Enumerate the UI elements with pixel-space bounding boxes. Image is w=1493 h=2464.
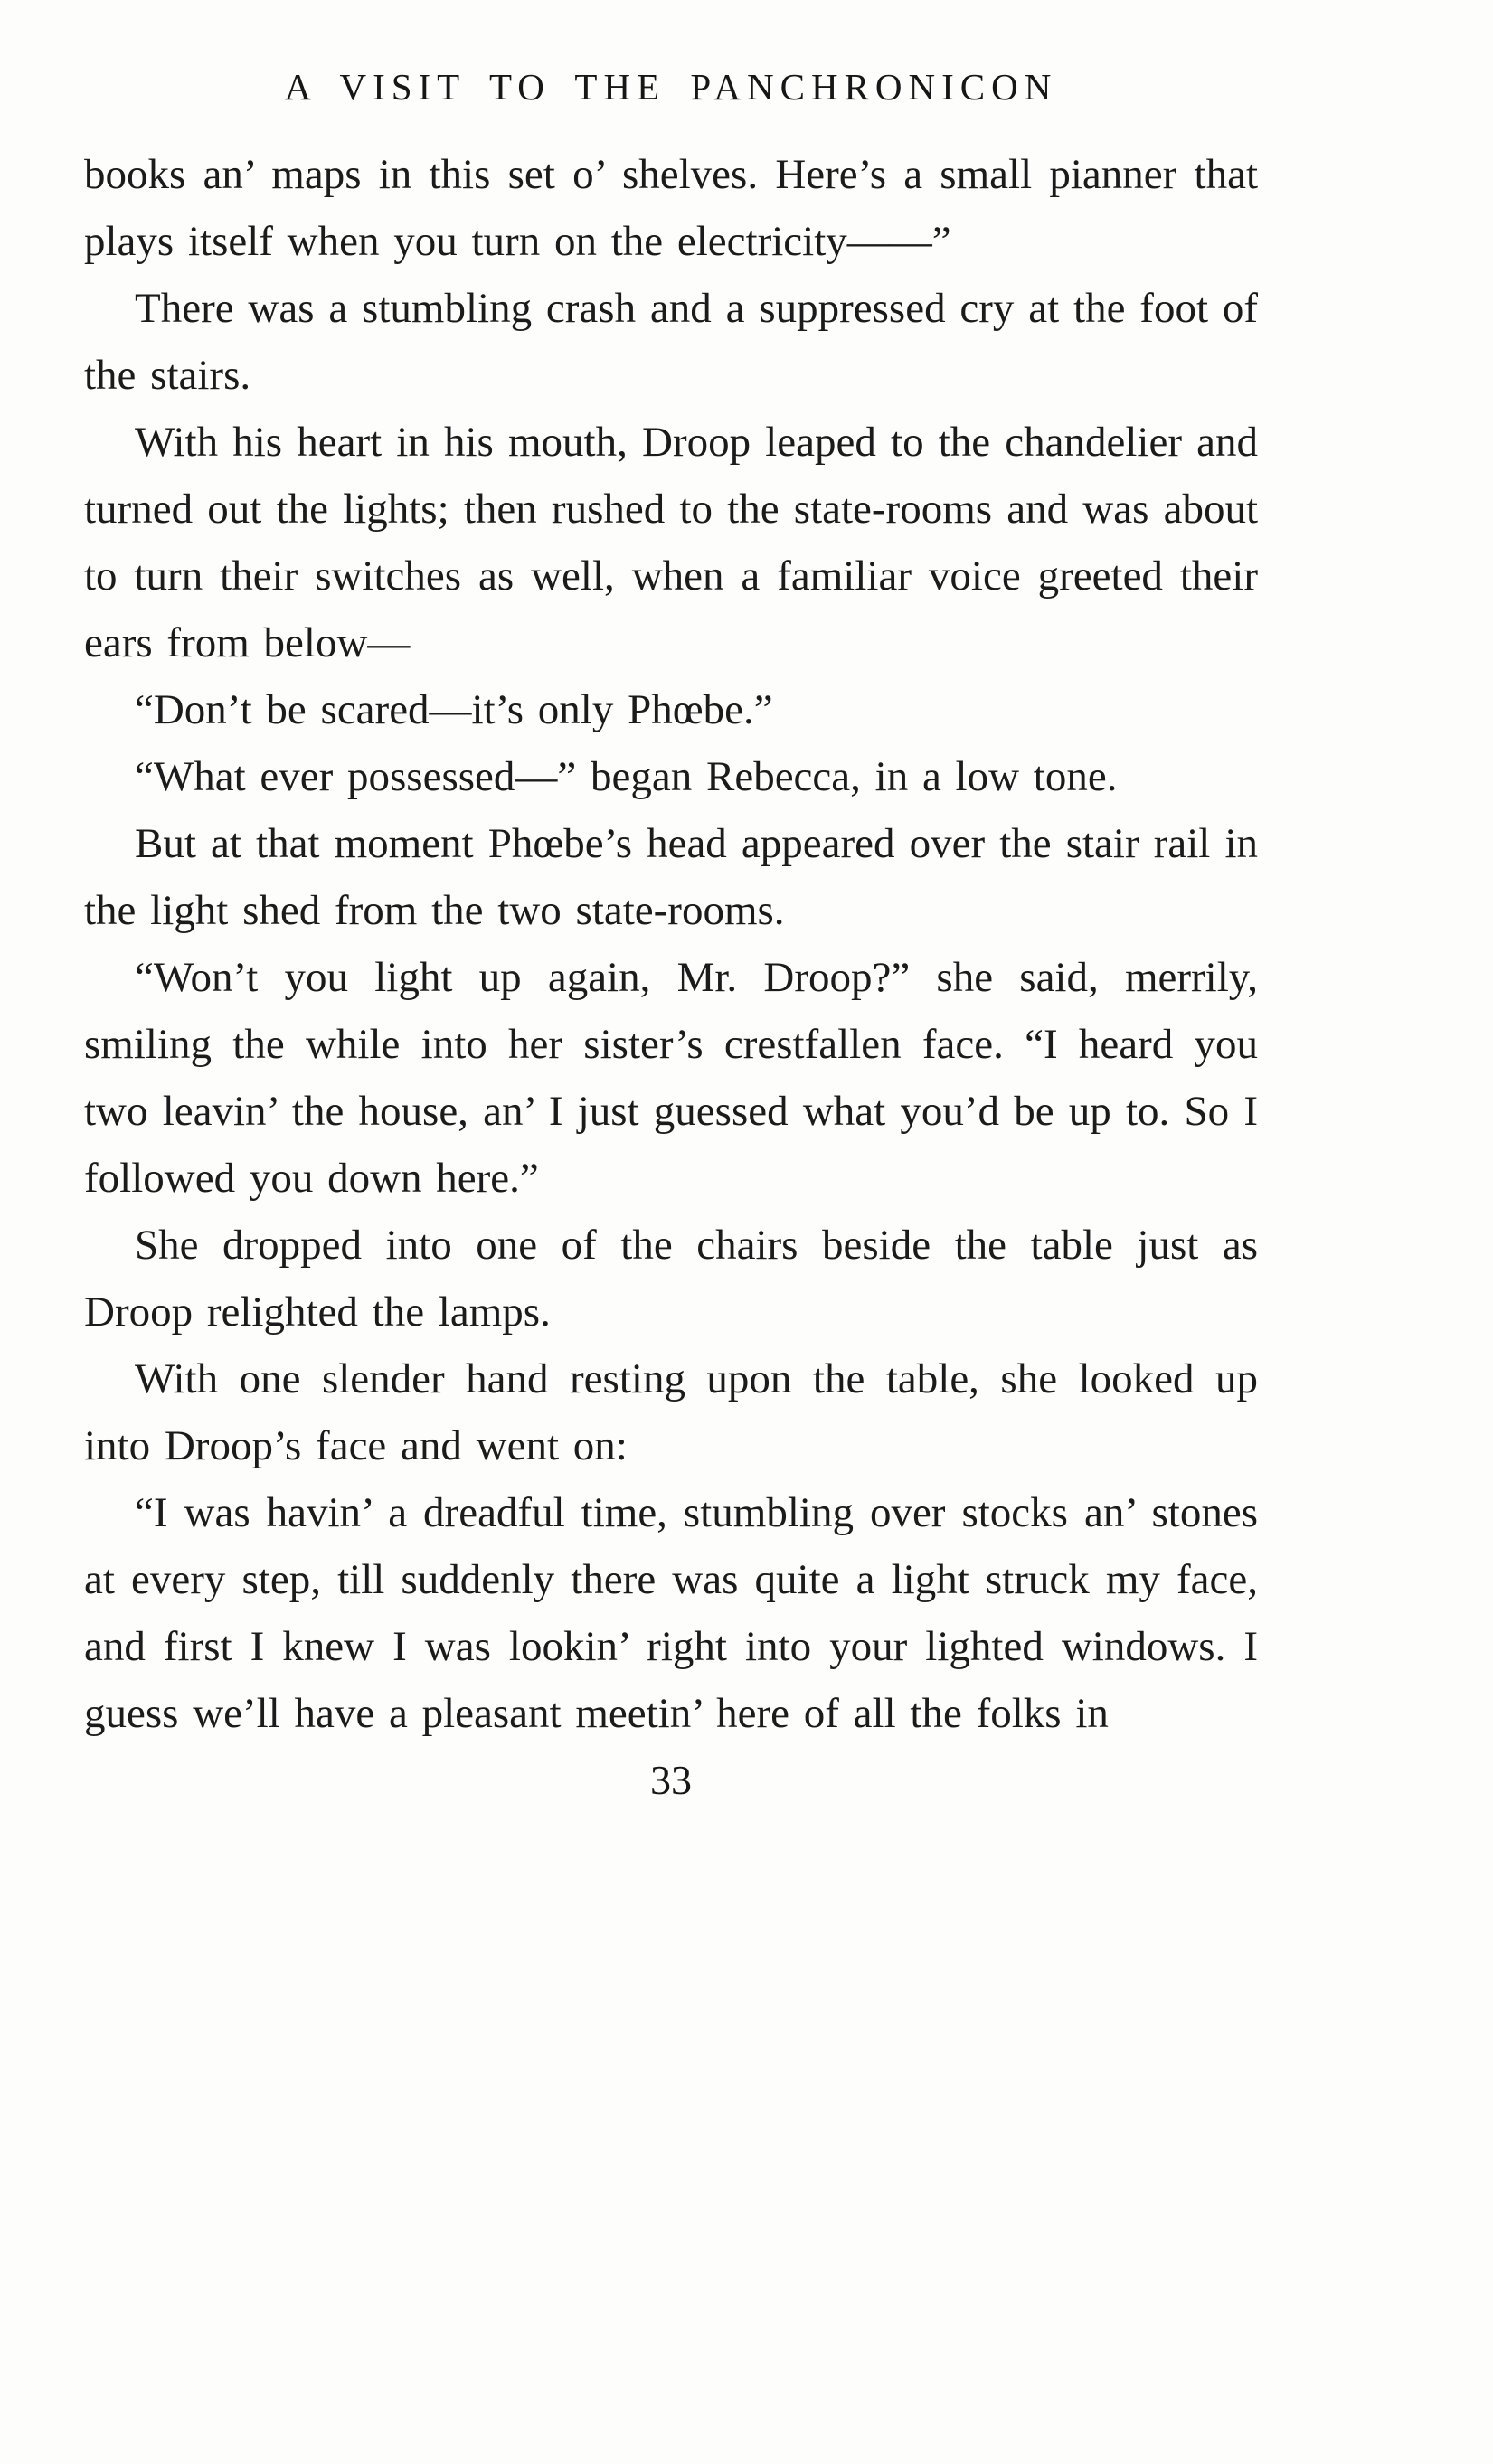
page-content bbox=[84, 0, 1258, 1814]
paragraph: With his heart in his mouth, Droop leaped to the chandelier and turned out the lights; then rushed to the state-rooms and was about to turn their switches as well, when a familiar voice greeted their ears from below— bbox=[84, 419, 1258, 666]
page-number: 33 bbox=[650, 1757, 692, 1803]
paragraph: There was a stumbling crash and a suppressed cry at the foot of the stairs. bbox=[84, 285, 1258, 399]
paragraph: She dropped into one of the chairs beside the table just as Droop relighted the lamps. bbox=[84, 1222, 1258, 1336]
running-head: A VISIT TO THE PANCHRONICON bbox=[284, 66, 1058, 108]
paragraph: But at that moment Phœbe’s head appeared over the stair rail in the light shed from the two state-rooms. bbox=[84, 820, 1258, 934]
paragraph: “I was havin’ a dreadful time, stumbling over stocks an’ stones at every step, till suddenly there was quite a light struck my face, and first I knew I was lookin’ right into your lighted windows. I guess we’ll have a pleasant meetin’ here of all the folks in bbox=[84, 1489, 1258, 1737]
paragraph: “Don’t be scared—it’s only Phœbe.” bbox=[135, 686, 773, 733]
page-body bbox=[84, 141, 1258, 1747]
paragraph: With one slender hand resting upon the table, she looked up into Droop’s face and went on: bbox=[84, 1355, 1258, 1469]
paragraph: books an’ maps in this set o’ shelves. Here’s a small pianner that plays itself when you turn on the electricity——” bbox=[84, 151, 1258, 265]
paragraph: “What ever possessed—” began Rebecca, in a low tone. bbox=[135, 753, 1118, 800]
paragraph: “Won’t you light up again, Mr. Droop?” she said, merrily, smiling the while into her sister’s crestfallen face. “I heard you two leavin’ the house, an’ I just guessed what you’d be up to. So I followed you down here.” bbox=[84, 954, 1258, 1202]
